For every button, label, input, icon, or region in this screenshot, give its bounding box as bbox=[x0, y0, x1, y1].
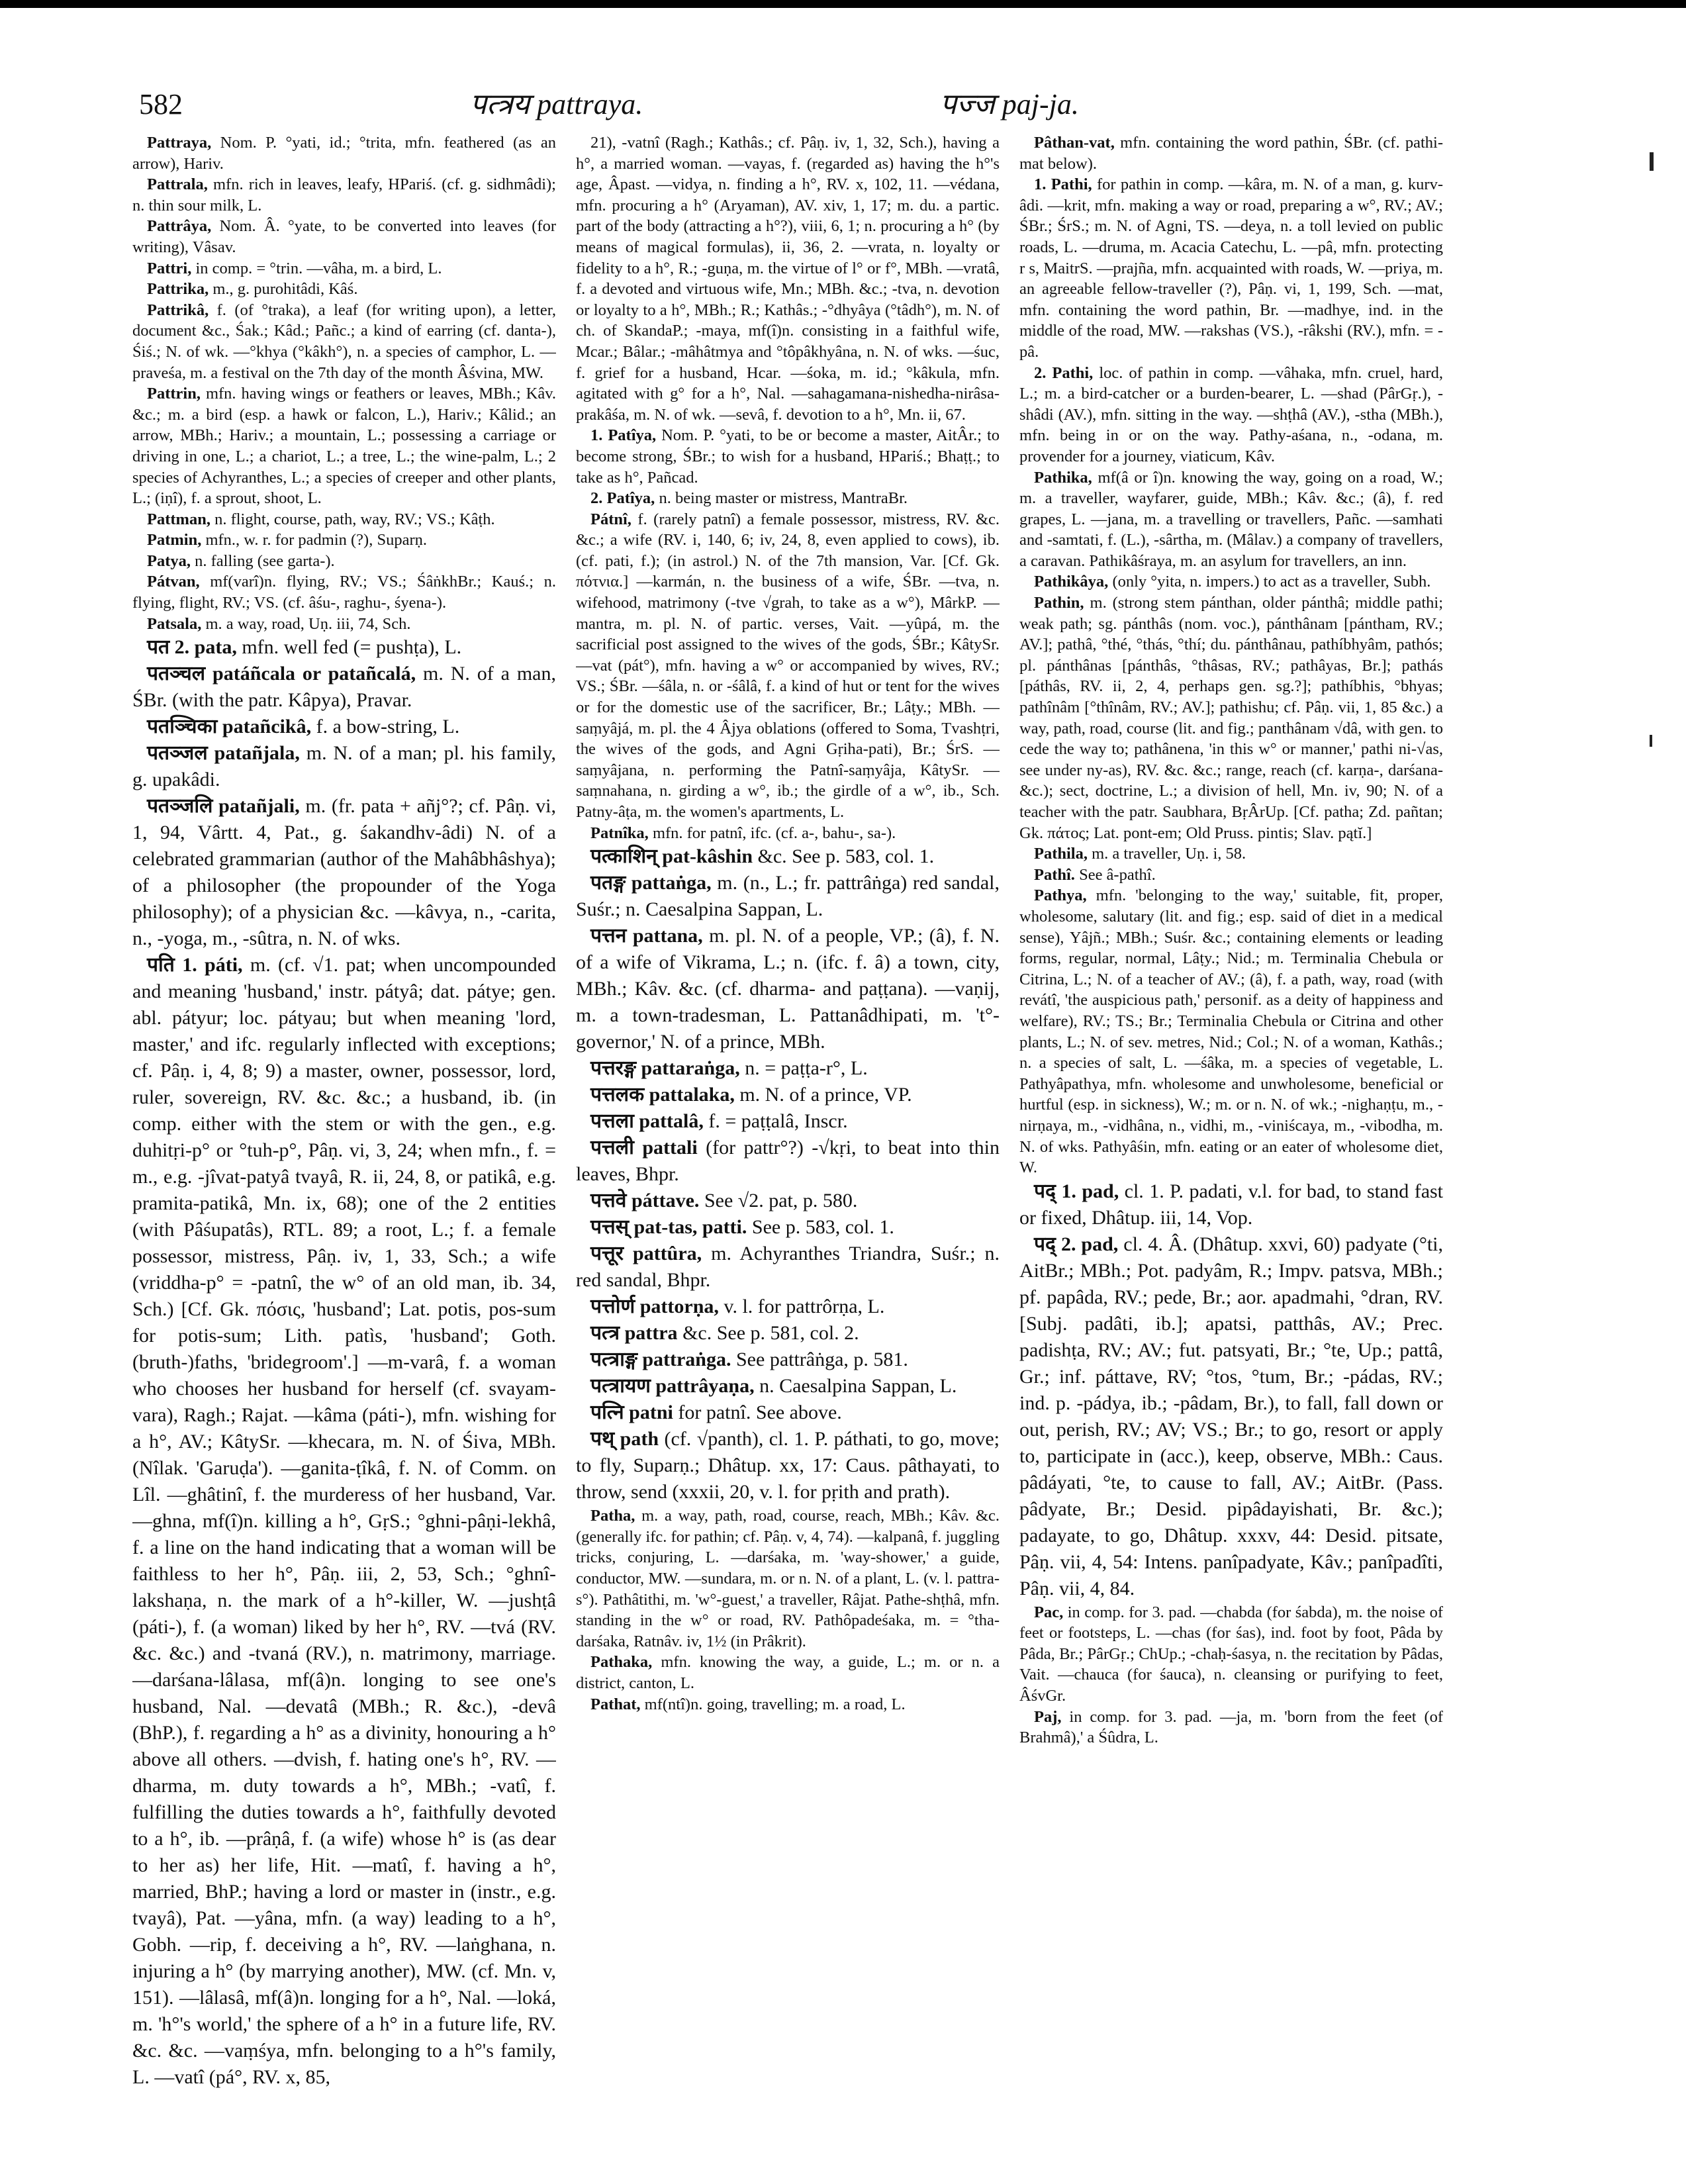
dictionary-entry bbox=[576, 870, 1000, 923]
entry-definition: &c. See p. 583, col. 1. bbox=[757, 845, 935, 868]
entry-definition: (cf. √panth), cl. 1. P. páthati, to go, move; to fly, Suparṇ.; Dhâtup. xx, 17: Caus. pâthayati, to throw, send (xxxii, 20, v. l. for pṛith and prath). bbox=[576, 1428, 1000, 1503]
entry-headword: Patya, bbox=[147, 551, 191, 570]
entry-headword: पत्काशिन् pat-kâshin bbox=[590, 845, 753, 868]
entry-definition: for patnî. See above. bbox=[678, 1401, 842, 1424]
entry-definition: See â-pathî. bbox=[1079, 865, 1156, 884]
entry-headword: पति 1. páti, bbox=[147, 954, 243, 976]
dictionary-entry bbox=[576, 509, 1000, 823]
dictionary-entry bbox=[1019, 593, 1443, 843]
entry-definition: m. N. of a man; pl. his family, g. upakâdi. bbox=[132, 742, 556, 791]
entry-headword: Pathat, bbox=[590, 1695, 641, 1713]
top-edge-bar bbox=[0, 0, 1686, 8]
dictionary-entry bbox=[576, 1694, 1000, 1715]
dictionary-entry bbox=[132, 551, 556, 572]
dictionary-entry bbox=[576, 1320, 1000, 1347]
dictionary-entry bbox=[1019, 363, 1443, 467]
entry-definition: v. l. for pattrôrṇa, L. bbox=[724, 1296, 885, 1318]
entry-headword: Pathikâya, bbox=[1034, 573, 1109, 591]
entry-headword: Pattrin, bbox=[147, 385, 201, 403]
entry-headword: Patmin, bbox=[147, 531, 202, 549]
entry-definition: mfn. having wings or feathers or leaves, MBh.; Kâv. &c.; m. a bird (esp. a hawk or falcon, L.), Hariv.; Kâlid.; an arrow, MBh.; Hariv.; a mountain, L.; possessing a carriage or driving in one, L.; a chariot, L.; a tree, L.; the wine-palm, L.; 2 species of Achyranthes, L.; a species of creeper and other plants, L.; (iṇî), f. a sprout, shoot, L. bbox=[132, 385, 556, 508]
dictionary-entry bbox=[576, 488, 1000, 509]
entry-definition: m. Achyranthes Triandra, Suśr.; n. red sandal, Bhpr. bbox=[576, 1243, 1000, 1292]
entry-headword: Pattman, bbox=[147, 510, 211, 528]
dictionary-entry bbox=[576, 1505, 1000, 1652]
entry-headword: Pattrika, bbox=[147, 280, 209, 299]
entry-headword: पत्तला pattalâ, bbox=[590, 1110, 704, 1133]
margin-mark bbox=[1650, 735, 1652, 747]
entry-headword: 2. Patîya, bbox=[590, 489, 655, 508]
entry-headword: पत्तस् pat-tas, patti. bbox=[590, 1216, 747, 1239]
entry-definition: for pathin in comp. —kâra, m. N. of a man, g. kurv-âdi. —krit, mfn. making a way or road, preparing a w°, RV.; AV.; ŚBr.; ŚrS.; m. N. of Agni, TS. —deya, n. a toll levied on public roads, L. —druma, m. Acacia Catechu, L. —pâ, mfn. protecting r s, MaitrS. —prajña, mfn. acquainted with roads, W. —priya, m. an agreeable fellow-traveller (?), Pâṇ. vi, 1, 199, Sch. —mat, mfn. containing the word pathin, Br. —madhye, ind. in the middle of the road, MW. —rakshas (VS.), -râkshi (RV.), mfn. = -pâ. bbox=[1019, 175, 1443, 361]
entry-definition: m. pl. N. of a people, VP.; (â), f. N. of a wife of Vikrama, L.; n. (ifc. f. â) a town, city, MBh.; Kâv. &c. (cf. dharma- and paṭṭana). —vaṇij, m. a town-tradesman, L. Pattanâdhipati, m. 't°-governor,' N. of a prince, MBh. bbox=[576, 925, 1000, 1053]
entry-definition: f. a bow-string, L. bbox=[316, 716, 460, 738]
entry-definition: Nom. P. °yati, to be or become a master, AitÂr.; to become strong, ŚBr.; to wish for a husband, HPariś.; Bhaṭṭ.; to take as h°, Pañcad. bbox=[576, 426, 1000, 487]
dictionary-entry bbox=[132, 174, 556, 216]
entry-headword: Pathika, bbox=[1034, 468, 1092, 487]
entry-headword: पतञ्चल patáñcala or patañcalá, bbox=[147, 663, 416, 685]
dictionary-entry bbox=[132, 740, 556, 793]
entry-headword: Pâthan-vat, bbox=[1034, 134, 1115, 152]
entry-headword: Pathin, bbox=[1034, 594, 1084, 612]
dictionary-entry bbox=[576, 923, 1000, 1055]
dictionary-entry bbox=[1019, 1707, 1443, 1748]
entry-headword: पत्तलक pattalaka, bbox=[590, 1084, 735, 1106]
dictionary-entry bbox=[576, 1108, 1000, 1135]
dictionary-entry bbox=[576, 823, 1000, 844]
entry-definition: f. (rarely patnî) a female possessor, mistress, RV. &c. &c.; a wife (RV. i, 140, 6; iv, 24, 8, even applied to cows), ib. (cf. pati, f.); (in astrol.) N. of the 7th mansion, Var. [Cf. Gk. πότνια.] —karmán, n. the business of a wife, ŚBr. —tva, n. wifehood, matrimony (-tve √grah, to take as a w°), MârkP. —mantra, m. pl. N. of partic. verses, Vait. —yûpá, m. the sacrificial post assigned to the wives of the gods, ŚBr.; KâtySr. —vat (pát°), mfn. having a w° or accompanied by wives, RV.; VS.; ŚBr. —śâla, n. or -śâlâ, f. a kind of hut or tent for the wives or for the domestic use of the sacrificer, Br.; Lâṭy.; MBh. —saṃyâjá, m. pl. the 4 Âjya oblations (offered to Soma, Tvashṭri, the wives of the gods, and Agni Gṛiha-pati), Br.; ŚrS. —saṃyâjana, n. performing the Patnî-saṃyâja, KâtySr. —saṃnahana, n. girding a w°, ib.; the girdle of a w°, ib., Sch. Patny-âṭa, m. the women's apartments, L. bbox=[576, 510, 1000, 821]
entry-headword: पतञ्जलि patañjali, bbox=[147, 795, 300, 818]
entry-definition: f. = paṭṭalâ, Inscr. bbox=[708, 1110, 848, 1133]
dictionary-entry bbox=[576, 1135, 1000, 1188]
entry-headword: पत 2. pata, bbox=[147, 636, 237, 659]
entry-definition: loc. of pathin in comp. —vâhaka, mfn. cruel, hard, L.; m. a bird-catcher or a burden-bearer, L. —shad (PârGṛ.), -shâdi (AV.), mfn. sitting in the way. —shṭhâ (AV.), -stha (MBh.), mfn. being in or on the way. Pathy-aśana, n., -odana, m. provender for a journey, viaticum, Kâv. bbox=[1019, 363, 1443, 465]
dictionary-entry bbox=[132, 383, 556, 509]
dictionary-entry bbox=[576, 1214, 1000, 1241]
dictionary-entry bbox=[1019, 1231, 1443, 1602]
dictionary-entry bbox=[576, 1055, 1000, 1082]
dictionary-entry bbox=[576, 1426, 1000, 1505]
entry-definition: mfn. for patnî, ifc. (cf. a-, bahu-, sa-). bbox=[652, 824, 896, 842]
dictionary-entry bbox=[132, 279, 556, 300]
entry-headword: पत्नि patni bbox=[590, 1401, 673, 1424]
entry-definition: m. (fr. pata + añj°?; cf. Pâṇ. vi, 1, 94, Vârtt. 4, Pat., g. śakandhv-âdi) N. of a celebrated grammarian (author of the Mahâbhâshya); of a philosopher (the propounder of the Yoga philosophy); of a physician &c. —kâvya, n., -carita, n., -yoga, m., -sûtra, n. N. of wks. bbox=[132, 795, 556, 950]
entry-headword: Patnîka, bbox=[590, 824, 649, 842]
entry-headword: Pathila, bbox=[1034, 845, 1088, 863]
page-number: 582 bbox=[139, 88, 183, 120]
entry-headword: Pátnî, bbox=[590, 510, 632, 528]
entry-headword: 1. Pathi, bbox=[1034, 175, 1092, 194]
dictionary-entry bbox=[132, 258, 556, 279]
entry-headword: Pattraya, bbox=[147, 134, 212, 152]
entry-headword: पतञ्जल patañjala, bbox=[147, 742, 300, 765]
margin-mark bbox=[1650, 152, 1654, 171]
entry-definition: (only °yita, n. impers.) to act as a traveller, Subh. bbox=[1112, 573, 1431, 591]
entry-headword: पद् 1. pad, bbox=[1034, 1180, 1119, 1202]
dictionary-entry bbox=[132, 793, 556, 952]
entry-definition: mf(â or î)n. knowing the way, going on a road, W.; m. a traveller, wayfarer, guide, MBh.; Kâv. &c.; (â), f. red grapes, L. —jana, m. a travelling or travellers, Pañc. —samhati and -samtati, f. (L.), -sârtha, m. (Mâlav.) a company of travellers, a caravan. Pathikâśraya, m. an asylum for travellers, an inn. bbox=[1019, 468, 1443, 570]
entry-headword: पथ् path bbox=[590, 1428, 659, 1450]
entry-definition: mfn., w. r. for padmin (?), Suparṇ. bbox=[205, 531, 427, 549]
entry-definition: &c. See p. 581, col. 2. bbox=[682, 1322, 859, 1345]
dictionary-entry bbox=[1019, 132, 1443, 174]
left-running-headword: पत्त्रय pattraya. bbox=[470, 88, 643, 120]
entry-definition: mfn. containing the word pathin, ŚBr. (cf. pathi-mat below). bbox=[1019, 134, 1443, 173]
dictionary-entry bbox=[132, 714, 556, 740]
entry-definition: See p. 583, col. 1. bbox=[751, 1216, 894, 1239]
dictionary-entry bbox=[576, 1082, 1000, 1108]
entry-headword: Patha, bbox=[590, 1507, 635, 1525]
dictionary-entry bbox=[576, 843, 1000, 870]
entry-headword: Pac, bbox=[1034, 1603, 1064, 1621]
entry-headword: पत्त्र pattra bbox=[590, 1322, 678, 1345]
entry-definition: See pattrâṅga, p. 581. bbox=[736, 1349, 908, 1371]
entry-headword: Pattrala, bbox=[147, 175, 208, 194]
dictionary-entry bbox=[1019, 885, 1443, 1178]
entry-definition: m. a way, road, Uṇ. iii, 74, Sch. bbox=[205, 614, 411, 633]
entry-headword: पतङ्ग pattaṅga, bbox=[590, 872, 712, 894]
dictionary-entry bbox=[132, 571, 556, 613]
entry-definition: in comp. = °trin. —vâha, m. a bird, L. bbox=[195, 259, 442, 277]
entry-definition: in comp. for 3. pad. —chabda (for śabda), m. the noise of feet or footsteps, L. —chas (for śas), ind. foot by foot, Pâda by Pâda, Br.; PârGṛ.; ChUp.; -chaḥ-śasya, n. the recitation by Pâdas, Vait. —chauca (for śauca), n. cleansing or purifying to feet, ÂśvGr. bbox=[1019, 1603, 1443, 1705]
entry-definition: cl. 4. Â. (Dhâtup. xxvi, 60) padyate (°ti, AitBr.; MBh.; Pot. padyâm, R.; Impv. patsva, MBh.; pf. papâda, RV.; pede, Br.; aor. apadmahi, °dran, RV. [Subj. padâti, ib.]; apatsi, patthâs, AV.; Prec. padishṭa, RV.; AV.; fut. patsyati, Br.; °te, Up.; pattâ, Gr.; inf. páttave, RV; °tos, °tum, Br.; -pádas, RV.; ind. p. -pádya, ib.; -pâdam, Br.), to fall, fall down or out, perish, RV.; AV; VS.; Br.; to go, resort or apply to, participate in (acc.), keep, observe, MBh.: Caus. pâdáyati, °te, to cause to fall, AV.; AitBr. (Pass. pâdyate, Br.; Desid. pipâdayishati, Br. &c.); padayate, to go, Dhâtup. xxxv, 44: Desid. pitsate, Pâṇ. vii, 4, 54: Intens. panîpadyate, Kâv.; panîpadîti, Pâṇ. vii, 4, 84. bbox=[1019, 1233, 1443, 1599]
entry-definition: mf(varî)n. flying, RV.; VS.; ŚâṅkhBr.; Kauś.; n. flying, flight, RV.; VS. (cf. âśu-, raghu-, śyena-). bbox=[132, 573, 556, 612]
entry-headword: Paj, bbox=[1034, 1707, 1062, 1726]
entry-definition: See √2. pat, p. 580. bbox=[704, 1190, 858, 1212]
dictionary-entry bbox=[1019, 843, 1443, 865]
entry-definition: n. falling (see garta-). bbox=[195, 551, 335, 570]
entry-headword: पत्तवे páttave. bbox=[590, 1190, 700, 1212]
entry-definition: mfn. rich in leaves, leafy, HPariś. (cf. g. sidhmâdi); n. thin sour milk, L. bbox=[132, 175, 556, 214]
entry-headword: Pathya, bbox=[1034, 886, 1087, 905]
entry-headword: पत्तरङ्ग pattaraṅga, bbox=[590, 1057, 740, 1080]
dictionary-entry bbox=[1019, 174, 1443, 362]
entry-definition: mfn. 'belonging to the way,' suitable, fit, proper, wholesome, salutary (lit. and fig.; esp. said of diet in a medical sense), Yâjñ.; MBh.; Suśr. &c.; containing elements or leading forms, regular, normal, Lâṭy.; Nid.; m. Terminalia Chebula or Citrina, L.; N. of a teacher of AV.; (â), f. a path, way, road (with revátî, 'the auspicious path,' personif. as a deity of happiness and welfare), RV.; TS.; Br.; Terminalia Chebula or Citrina and other plants, L.; N. of sev. metres, Nid.; Col.; N. of a woman, Kathâs.; n. a species of salt, L. —śâka, m. a species of vegetable, L. Pathyâpathya, mfn. wholesome and unwholesome, beneficial or hurtful (esp. in sickness), W.; m. or n. N. of wk.; -nighaṇṭu, m., -nirṇaya, m., -vidhâna, n., vidhi, m., -viniścaya, m., -vibodha, m. N. of wks. Pathyâśin, mfn. eating or an eater of wholesome diet, W. bbox=[1019, 886, 1443, 1177]
entry-definition: m. (strong stem pánthan, older pánthâ; middle pathi; weak path; sg. pánthâs (nom. voc.), pánthânam [pántham, RV.; AV.]; pathâ, °thé, °thás, °thí; du. pánthânau, pathíbhyâm, pathós; pl. pánthânas [pánthâs, °thâsas, RV.; pathâyas, Br.]; pathás [páthâs, RV. ii, 2, 4, perhaps gen. sg.?]; pathíbhis, °bhyas; pathînâm [°thînâm, RV.; AV.]; pathishu; cf. Pâṇ. vii, 1, 85 &c.) a way, path, road, course (lit. and fig.; panthânam √dâ, with gen. to cede the way to; pathânena, 'in this w° or manner,' pathi ni-√as, see under ny-as), RV. &c. &c.; range, reach (cf. karṇa-, darśana- &c.); sect, doctrine, L.; a division of hell, Mn. iv, 90; N. of a teacher with the patr. Saubhara, BṛÂrUp. [Cf. patha; Zd. pañtan; Gk. πάτος; Lat. pont-em; Old Pruss. pintis; Slav. pątĭ.] bbox=[1019, 594, 1443, 842]
entry-headword: 2. Pathi, bbox=[1034, 363, 1094, 382]
entry-headword: Pattrâya, bbox=[147, 217, 212, 236]
dictionary-entry bbox=[1019, 1602, 1443, 1707]
dictionary-entry bbox=[132, 634, 556, 661]
entry-definition: 21), -vatnî (Ragh.; Kathâs.; cf. Pâṇ. iv, 1, 32, Sch.), having a h°, a married woman. —vayas, f. (regarded as) having the h°'s age, Âpast. —vidya, n. finding a h°, RV. x, 102, 11. —védana, mfn. procuring a h° (Aryaman), AV. xiv, 1, 17; m. du. a partic. part of the body (attracting a h°?), viii, 6, 1; n. procuring a h° (by means of magical formulas), ii, 36, 2. —vrata, n. loyalty or fidelity to a h°, R.; -guṇa, m. the virtue of l° or f°, MBh. —vratâ, f. a devoted and virtuous wife, Mn.; MBh. &c.; -tva, n. devotion or loyalty to a h°, MBh.; R.; Kathâs.; -°dhyâya (°tâdh°), m. N. of ch. of SkandaP.; -maya, mf(î)n. consisting in a faithful wife, Mcar.; Bâlar.; -mâhâtmya and °tôpâkhyâna, n. N. of wks. —śuc, f. grief for a husband, Hcar. —śoka, m. id.; °kâkula, mfn. agitated with g° for a h°, Nal. —sahagamana-nishedha-nirâsa-prakâśa, m. N. of wk. —sevâ, f. devotion to a h°, Mn. ii, 67. bbox=[576, 134, 1000, 424]
entry-definition: in comp. for 3. pad. —ja, m. 'born from the feet (of Brahmâ),' a Śûdra, L. bbox=[1019, 1707, 1443, 1747]
dictionary-entry bbox=[576, 132, 1000, 425]
entry-definition: Nom. Â. °yate, to be converted into leaves (for writing), Vâsav. bbox=[132, 217, 556, 256]
entry-definition: mf(ntî)n. going, travelling; m. a road, L. bbox=[644, 1695, 906, 1713]
entry-definition: mfn. well fed (= pushṭa), L. bbox=[242, 636, 462, 659]
entry-headword: पद् 2. pad, bbox=[1034, 1233, 1119, 1255]
entry-headword: Patsala, bbox=[147, 614, 202, 633]
dictionary-column-3 bbox=[1019, 132, 1443, 2158]
dictionary-column-1 bbox=[132, 132, 556, 2158]
entry-definition: f. (of °traka), a leaf (for writing upon), a letter, document &c., Śak.; Kâd.; Pañc.; a kind of earring (cf. danta-), Śiś.; N. of wk. —°khya (°kâkh°), n. a species of camphor, L. —praveśa, m. a festival on the 7th day of the month Âśvina, MW. bbox=[132, 301, 556, 382]
entry-headword: पत्त्राङ्ग pattraṅga. bbox=[590, 1349, 731, 1371]
dictionary-entry bbox=[1019, 467, 1443, 572]
entry-headword: Pathaka, bbox=[590, 1653, 653, 1672]
entry-headword: पत्तली pattali bbox=[590, 1137, 698, 1159]
entry-headword: पत्तन pattana, bbox=[590, 925, 703, 947]
dictionary-entry bbox=[132, 530, 556, 551]
page-header bbox=[139, 85, 1635, 131]
dictionary-entry bbox=[132, 614, 556, 635]
entry-headword: Pattri, bbox=[147, 259, 192, 277]
entry-definition: m., g. purohitâdi, Kâś. bbox=[212, 280, 358, 299]
dictionary-column-2 bbox=[576, 132, 1000, 2158]
entry-headword: पतञ्चिका patañcikâ, bbox=[147, 716, 312, 738]
entry-headword: 1. Patîya, bbox=[590, 426, 657, 445]
entry-definition: m. N. of a man, ŚBr. (with the patr. Kâpya), Pravar. bbox=[132, 663, 556, 712]
dictionary-entry bbox=[1019, 865, 1443, 886]
entry-definition: m. a traveller, Uṇ. i, 58. bbox=[1092, 845, 1246, 863]
entry-headword: पत्त्रायण pattrâyaṇa, bbox=[590, 1375, 755, 1398]
entry-definition: n. flight, course, path, way, RV.; VS.; Kâṭh. bbox=[214, 510, 495, 528]
entry-headword: Pátvan, bbox=[147, 573, 200, 591]
entry-definition: cl. 1. P. padati, v.l. for bad, to stand fast or fixed, Dhâtup. iii, 14, Vop. bbox=[1019, 1180, 1443, 1229]
entry-definition: n. = paṭṭa-r°, L. bbox=[745, 1057, 868, 1080]
entry-headword: पत्तूर pattûra, bbox=[590, 1243, 702, 1265]
dictionary-entry bbox=[132, 132, 556, 174]
entry-headword: Pathî. bbox=[1034, 865, 1075, 884]
dictionary-entry bbox=[1019, 1178, 1443, 1231]
dictionary-entry bbox=[132, 952, 556, 2091]
right-running-headword: पज्ज paj-ja. bbox=[940, 88, 1079, 120]
entry-headword: पत्तोर्ण pattorṇa, bbox=[590, 1296, 719, 1318]
entry-definition: n. being master or mistress, MantraBr. bbox=[659, 489, 908, 508]
entry-headword: Pattrikâ, bbox=[147, 301, 209, 319]
entry-definition: (for pattr°?) -√kṛi, to beat into thin leaves, Bhpr. bbox=[576, 1137, 1000, 1186]
dictionary-entry bbox=[576, 1400, 1000, 1426]
dictionary-entry bbox=[1019, 571, 1443, 593]
entry-definition: mfn. knowing the way, a guide, L.; m. or n. a district, canton, L. bbox=[576, 1653, 1000, 1692]
entry-definition: m. (cf. √1. pat; when uncompounded and meaning 'husband,' instr. pátyâ; dat. pátye; gen. abl. pátyur; loc. pátyau; but when meaning 'lord, master,' and ifc. regularly inflected with exceptions; cf. Pâṇ. i, 4, 8; 9) a master, owner, possessor, lord, ruler, sovereign, RV. &c. &c.; a husband, ib. (in comp. either with the stem or with the gen., e.g. duhitṛi-p° or °tuh-p°, Pâṇ. vi, 3, 24; when mfn., f. = m., e.g. -jîvat-patyâ tvayâ, R. ii, 24, 8, or patikâ, e.g. pramita-patikâ, Mn. ix, 68); one of the 2 entities (with Pâśupatâs), RTL. 89; a root, L.; f. a female possessor, mistress, Pâṇ. iv, 1, 33, Sch.; a wife (vriddha-p° = -patnî, the w° of an old man, ib. 34, Sch.) [Cf. Gk. πόσις, 'husband'; Lat. potis, pos-sum for potis-sum; Lith. patìs, 'husband'; Goth. (bruth-)faths, 'bridegroom'.] —m-varâ, f. a woman who chooses her husband for herself (cf. svayam-vara), Ragh.; Rajat. —kâma (páti-), mfn. wishing for a h°, AV.; KâtySr. —khecara, m. N. of Śiva, MBh. (Nîlak. 'Garuḍa'). —ganita-ṭîkâ, f. N. of Comm. on Lîl. —ghâtinî, f. the murderess of her husband, Var. —ghna, mf(î)n. killing a h°, GṛS.; °ghni-pâṇi-lekhâ, f. a line on the hand indicating that a woman will be faithless to her h°, Pâṇ. iii, 2, 53, Sch.; °ghnî-lakshaṇa, n. the mark of a h°-killer, W. —jushṭâ (páti-), f. (a woman) liked by her h°, RV. —tvá (RV. &c. &c.) and -tvaná (RV.), n. matrimony, marriage. —darśana-lâlasa, mf(â)n. longing to see one's husband, Nal. —devatâ (MBh.; R. &c.), -devâ (BhP.), f. regarding a h° as a divinity, honouring a h° above all others. —dvish, f. hating one's h°, RV. —dharma, m. duty towards a h°, MBh.; -vatî, f. fulfilling the duties towards a h°, faithfully devoted to a h°, ib. —prâṇâ, f. (a wife) whose h° is (as dear to her as) her life, Hit. —matî, f. having a h°, married, BhP.; having a lord or master in (instr., e.g. tvayâ), Pat. —yâna, mfn. (a way) leading to a h°, Gobh. —rip, f. deceiving a h°, RV. —laṅghana, n. injuring a h° (by marrying another), MW. (cf. Mn. v, 151). —lâlasâ, mf(â)n. longing for a h°, Nal. —loká, m. 'h°'s world,' the sphere of a h° in a future life, RV. &c. &c. —vaṃśya, mfn. belonging to a h°'s family, L. —vatî (pá°, RV. x, 85, bbox=[132, 954, 556, 2089]
dictionary-entry bbox=[132, 661, 556, 714]
entry-definition: m. a way, path, road, course, reach, MBh.; Kâv. &c. (generally ifc. for pathin; cf. Pâṇ. v, 4, 74). —kalpanâ, f. juggling tricks, conjuring, L. —darśaka, m. 'way-shower,' a guide, conductor, MW. —sundara, m. or n. N. of a plant, L. (v. l. pattra-s°). Pathâtithi, m. 'w°-guest,' a traveller, Râjat. Pathe-shṭhâ, mfn. standing in the w° or road, RV. Pathôpadeśaka, m. = °tha-darśaka, Ratnâv. iv, 1½ (in Prâkrit). bbox=[576, 1507, 1000, 1650]
dictionary-entry bbox=[576, 1652, 1000, 1693]
entry-definition: Nom. P. °yati, id.; °trita, mfn. feathered (as an arrow), Hariv. bbox=[132, 134, 556, 173]
dictionary-entry bbox=[576, 1373, 1000, 1400]
dictionary-entry bbox=[132, 216, 556, 258]
entry-definition: m. N. of a prince, VP. bbox=[739, 1084, 912, 1106]
dictionary-entry bbox=[132, 300, 556, 383]
dictionary-entry bbox=[576, 425, 1000, 488]
dictionary-entry bbox=[576, 1188, 1000, 1214]
dictionary-entry bbox=[576, 1347, 1000, 1373]
dictionary-entry bbox=[132, 509, 556, 530]
entry-definition: m. (n., L.; fr. pattrâṅga) red sandal, Suśr.; n. Caesalpina Sappan, L. bbox=[576, 872, 1000, 921]
dictionary-entry bbox=[576, 1294, 1000, 1320]
dictionary-entry bbox=[576, 1241, 1000, 1294]
entry-definition: n. Caesalpina Sappan, L. bbox=[759, 1375, 957, 1398]
